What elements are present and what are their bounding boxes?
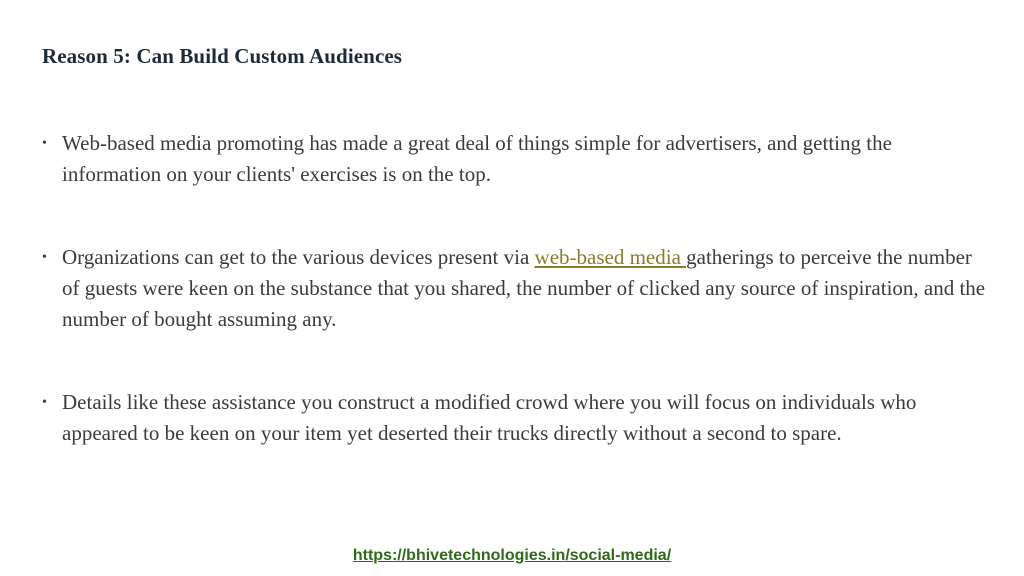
bullet-text-2-after: gatherings to perceive the number of guests were keen on the substance that you shared, the number of clicked any source of inspiration, and the number of bought assuming any. — [62, 245, 986, 331]
bullet-dot-icon: • — [42, 395, 47, 410]
web-based-media-link[interactable]: web-based media — [534, 245, 687, 269]
bullet-dot-icon: • — [42, 250, 47, 265]
bullet-text-2-before: Organizations can get to the various devices present via — [62, 245, 535, 269]
bullet-item-1 — [40, 128, 990, 190]
bullet-item-2 — [40, 242, 990, 335]
bullet-text-1: Web-based media promoting has made a great deal of things simple for advertisers, and getting the information on your clients' exercises is on the top. — [62, 131, 892, 186]
bullet-list — [40, 128, 990, 501]
slide-title: Reason 5: Can Build Custom Audiences — [42, 44, 403, 68]
footer-url-link[interactable]: https://bhivetechnologies.in/social-media/ — [352, 547, 672, 564]
bullet-dot-icon: • — [42, 136, 47, 151]
bullet-text-3: Details like these assistance you construct a modified crowd where you will focus on individuals who appeared to be keen on your item yet deserted their trucks directly without a second to spare. — [62, 390, 917, 445]
bullet-item-3 — [40, 387, 990, 449]
